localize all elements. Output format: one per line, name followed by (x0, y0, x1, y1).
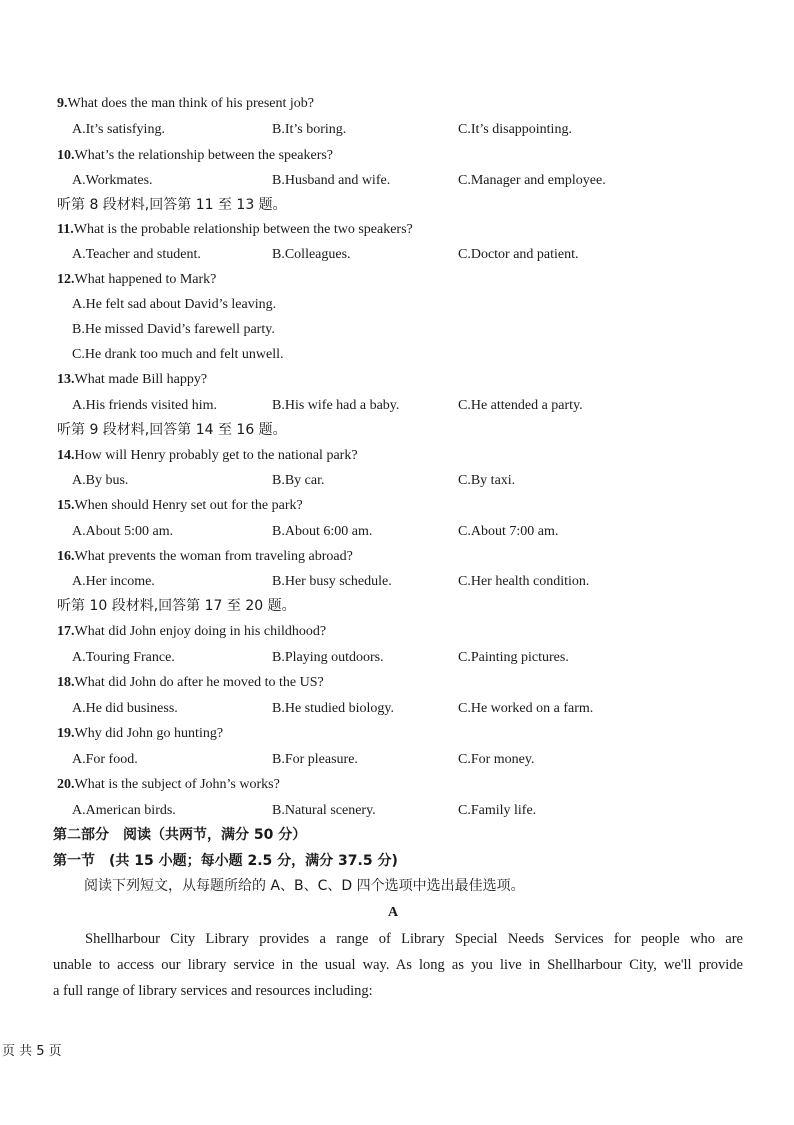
option-a: A.Teacher and student. (72, 247, 201, 262)
option-c: C.For money. (458, 752, 535, 767)
options-row-16 (0, 573, 794, 591)
options-row-10 (0, 172, 794, 190)
question-text: When should Henry set out for the park? (74, 498, 303, 513)
option-c: C.About 7:00 am. (458, 524, 559, 539)
options-row-13 (0, 397, 794, 415)
option-a: A.Workmates. (72, 173, 153, 188)
option-c: C.Family life. (458, 803, 537, 818)
question-text: What did John do after he moved to the US? (74, 675, 324, 690)
option-a: A.He did business. (72, 701, 178, 716)
option-a: A.He felt sad about David’s leaving. (72, 297, 277, 312)
passage-title: A (388, 905, 399, 920)
question-text: What made Bill happy? (74, 372, 208, 387)
option-c: C.By taxi. (458, 473, 516, 488)
option-b: B.Playing outdoors. (272, 650, 384, 665)
section-heading-part2-sec1: 第一节 (共 15 小题；每小题 2.5 分，满分 37.5 分) (53, 853, 398, 869)
question-number: 20. (57, 777, 75, 792)
listening-instruction-seg8: 听第 8 段材料,回答第 11 至 13 题。 (57, 197, 287, 213)
option-a: A.Touring France. (72, 650, 175, 665)
option-c: C.He attended a party. (458, 398, 583, 413)
option-a: A.His friends visited him. (72, 398, 218, 413)
option-b: B.About 6:00 am. (272, 524, 373, 539)
option-c: C.He drank too much and felt unwell. (72, 347, 284, 362)
passage-line-1: Shellharbour City Library provides a range of Library Special Needs Services for people who are (85, 931, 743, 947)
listening-instruction-seg10: 听第 10 段材料,回答第 17 至 20 题。 (57, 598, 296, 614)
option-c: C.Painting pictures. (458, 650, 569, 665)
question-13 (57, 371, 207, 389)
option-b: B.Husband and wife. (272, 173, 391, 188)
option-c: C.He worked on a farm. (458, 701, 594, 716)
options-row-19 (0, 751, 794, 769)
question-number: 14. (57, 448, 75, 463)
question-16 (57, 548, 353, 566)
option-b: B.Natural scenery. (272, 803, 376, 818)
question-text: What did John enjoy doing in his childhood? (74, 624, 327, 639)
question-9 (57, 95, 314, 113)
option-b: B.Colleagues. (272, 247, 351, 262)
question-18 (57, 674, 324, 692)
question-15 (57, 497, 303, 515)
option-b: B.For pleasure. (272, 752, 358, 767)
passage-line-3: a full range of library services and resources including: (53, 983, 373, 999)
question-number: 9. (57, 96, 68, 111)
option-a: A.By bus. (72, 473, 129, 488)
passage-line-2: unable to access our library service in the usual way. As long as you live in Shellharbour City, we'll provide (53, 957, 743, 973)
question-11 (57, 221, 413, 239)
question-number: 17. (57, 624, 75, 639)
options-row-11 (0, 246, 794, 264)
listening-instruction-seg9: 听第 9 段材料,回答第 14 至 16 题。 (57, 422, 287, 438)
question-text: What is the subject of John’s works? (74, 777, 280, 792)
question-number: 15. (57, 498, 75, 513)
options-row-20 (0, 802, 794, 820)
question-text: What does the man think of his present job? (67, 96, 314, 111)
option-a: A.For food. (72, 752, 138, 767)
question-text: What prevents the woman from traveling abroad? (74, 549, 353, 564)
question-text: What is the probable relationship between the two speakers? (73, 222, 413, 237)
option-b: B.By car. (272, 473, 325, 488)
options-row-18 (0, 700, 794, 718)
option-c: C.Her health condition. (458, 574, 590, 589)
question-14 (57, 447, 358, 465)
options-row-17 (0, 649, 794, 667)
question-17 (57, 623, 326, 641)
options-row-9 (0, 121, 794, 139)
option-a: A.American birds. (72, 803, 176, 818)
question-number: 11. (57, 222, 74, 237)
question-text: What happened to Mark? (74, 272, 217, 287)
question-text: Why did John go hunting? (74, 726, 224, 741)
option-a: A.It’s satisfying. (72, 122, 165, 137)
option-c: C.Manager and employee. (458, 173, 606, 188)
question-number: 18. (57, 675, 75, 690)
option-c: C.It’s disappointing. (458, 122, 572, 137)
option-b: B.It’s boring. (272, 122, 347, 137)
question-text: What’s the relationship between the speakers? (74, 148, 334, 163)
option-c: C.Doctor and patient. (458, 247, 579, 262)
option-a: A.Her income. (72, 574, 155, 589)
option-b: B.He studied biology. (272, 701, 394, 716)
page-footer: 页 共 5 页 (2, 1044, 62, 1059)
question-19 (57, 725, 223, 743)
question-20 (57, 776, 280, 794)
section-heading-part2: 第二部分 阅读（共两节，满分 50 分） (53, 827, 307, 843)
options-row-15 (0, 523, 794, 541)
reading-directions: 阅读下列短文，从每题所给的 A、B、C、D 四个选项中选出最佳选项。 (84, 878, 525, 894)
question-number: 10. (57, 148, 75, 163)
question-12 (57, 271, 216, 289)
question-number: 16. (57, 549, 75, 564)
question-number: 19. (57, 726, 75, 741)
option-b: B.His wife had a baby. (272, 398, 400, 413)
option-a: A.About 5:00 am. (72, 524, 174, 539)
question-number: 12. (57, 272, 75, 287)
option-b: B.He missed David’s farewell party. (72, 322, 275, 337)
question-text: How will Henry probably get to the national park? (74, 448, 358, 463)
passage-paragraph (53, 926, 743, 1004)
question-10 (57, 147, 333, 165)
question-number: 13. (57, 372, 75, 387)
options-row-14 (0, 472, 794, 490)
option-b: B.Her busy schedule. (272, 574, 392, 589)
